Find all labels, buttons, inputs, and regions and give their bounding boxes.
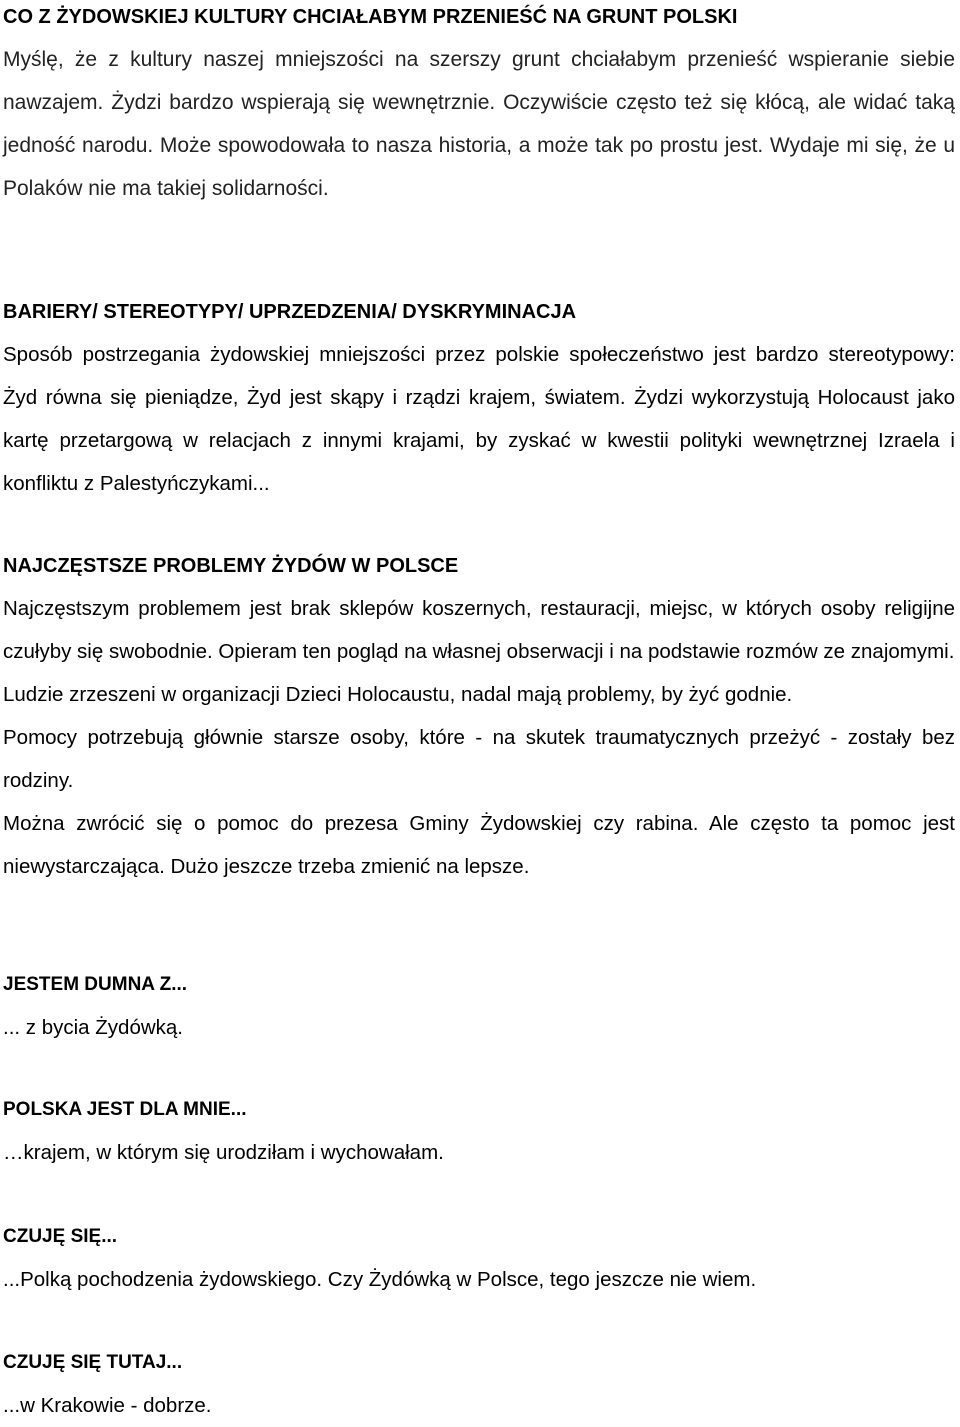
section-culture [3,0,955,210]
paragraph: Ludzie zrzeszeni w organizacji Dzieci Holocaustu, nadal mają problemy, by żyć godnie. [3,683,793,706]
paragraph: ... z bycia Żydówką. [3,1016,184,1039]
section-proud-of [3,964,955,1049]
section-heading: POLSKA JEST DLA MNIE... [3,1099,247,1120]
paragraph: Pomocy potrzebują głównie starsze osoby, które - na skutek traumatycznych przeżyć - zostały bez rodziny. [3,726,955,792]
section-heading: JESTEM DUMNA Z... [3,974,188,995]
section-heading: CO Z ŻYDOWSKIEJ KULTURY CHCIAŁABYM PRZENIEŚĆ NA GRUNT POLSKI [3,6,738,28]
section-poland-is [3,1089,955,1174]
paragraph: ...w Krakowie - dobrze. [3,1394,212,1417]
section-heading: NAJCZĘSTSZE PROBLEMY ŻYDÓW W POLSCE [3,555,459,577]
section-problems [3,545,955,888]
section-heading: CZUJĘ SIĘ... [3,1226,118,1247]
section-i-feel [3,1216,955,1301]
paragraph: Myślę, że z kultury naszej mniejszości na szerszy grunt chciałabym przenieść wspieranie siebie nawzajem. Żydzi bardzo wspierają się wewnętrznie. Oczywiście często też się kłócą, ale widać taką jedność narodu. Może spowodowała to nasza historia, a może tak po prostu jest. Wydaje mi się, że u Polaków nie ma takiej solidarności. [3,48,955,200]
paragraph: ...Polką pochodzenia żydowskiego. Czy Żydówką w Polsce, tego jeszcze nie wiem. [3,1268,757,1291]
paragraph: Można zwrócić się o pomoc do prezesa Gminy Żydowskiej czy rabina. Ale często ta pomoc jest niewystarczająca. Dużo jeszcze trzeba zmienić na lepsze. [3,812,955,878]
paragraph: …krajem, w którym się urodziłam i wychowałam. [3,1141,444,1164]
paragraph: Sposób postrzegania żydowskiej mniejszości przez polskie społeczeństwo jest bardzo stereotypowy: Żyd równa się pieniądze, Żyd jest skąpy i rządzi krajem, światem. Żydzi wykorzystują Holocaust jako kartę przetargową w relacjach z innymi krajami, by zyskać w kwestii polityki wewnętrznej Izraela i konfliktu z Palestyńczykami... [3,343,955,495]
paragraph: Najczęstszym problemem jest brak sklepów koszernych, restauracji, miejsc, w których osoby religijne czułyby się swobodnie. Opieram ten pogląd na własnej obserwacji i na podstawie rozmów ze znajomymi. [3,597,955,663]
section-barriers [3,291,955,505]
section-i-feel-here [3,1342,955,1427]
section-heading: CZUJĘ SIĘ TUTAJ... [3,1352,183,1373]
section-heading: BARIERY/ STEREOTYPY/ UPRZEDZENIA/ DYSKRYMINACJA [3,301,577,323]
